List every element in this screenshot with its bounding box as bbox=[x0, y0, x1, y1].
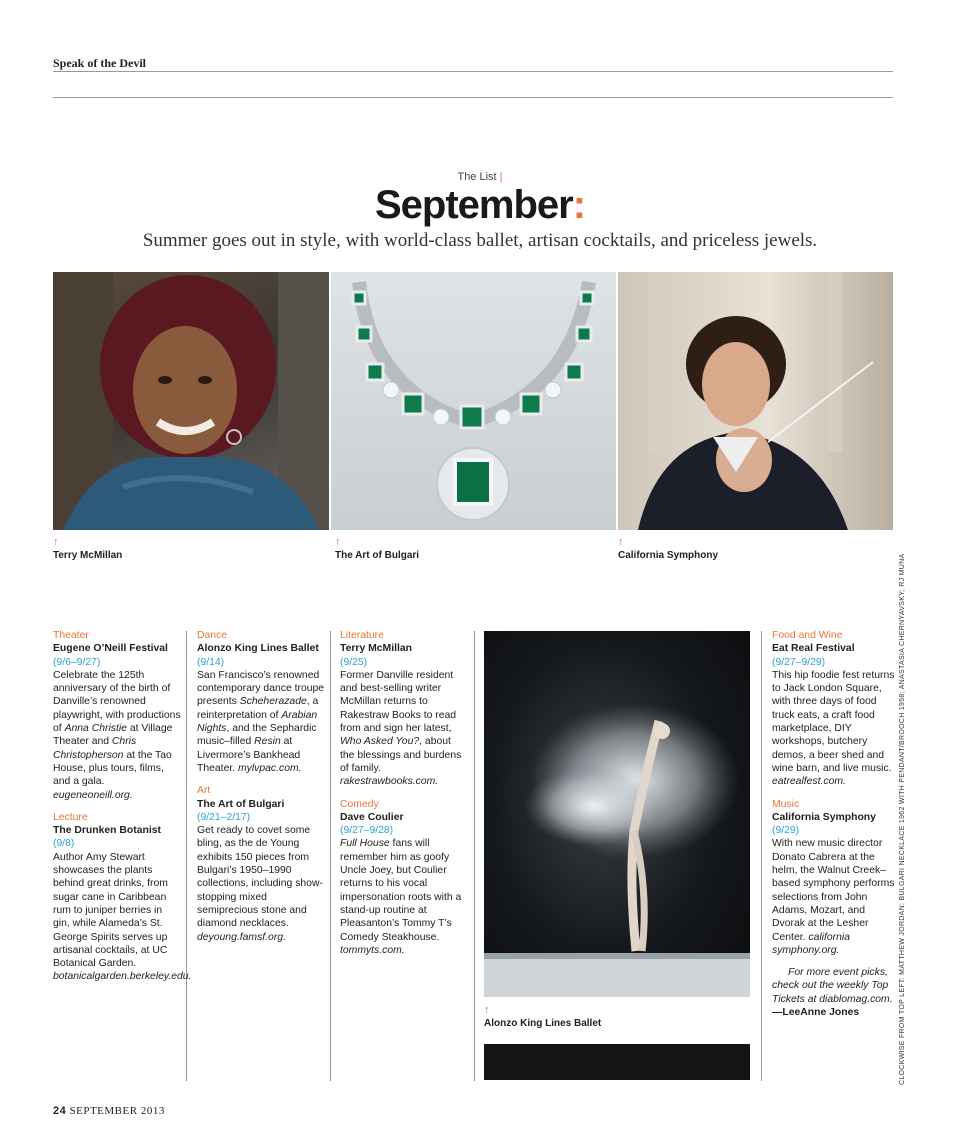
page-title bbox=[0, 183, 960, 228]
event-date: (9/6–9/27) bbox=[53, 656, 101, 668]
page-number: 24 bbox=[53, 1105, 67, 1117]
event-listing bbox=[772, 798, 896, 958]
event-listing bbox=[197, 784, 325, 944]
photo-alonzo-king-lines-ballet bbox=[484, 631, 750, 997]
header-rule-top bbox=[53, 71, 893, 72]
event-listing bbox=[53, 629, 181, 802]
event-category: Literature bbox=[340, 630, 384, 641]
column-divider bbox=[474, 631, 475, 1081]
event-category: Comedy bbox=[340, 798, 379, 810]
event-title: California Symphony bbox=[772, 811, 876, 823]
caption-bulgari: The Art of Bulgari bbox=[335, 550, 420, 561]
event-date: (9/14) bbox=[197, 656, 225, 668]
event-title: Alonzo King Lines Ballet bbox=[197, 643, 319, 655]
column-divider bbox=[761, 631, 762, 1081]
event-column-2 bbox=[197, 629, 325, 953]
event-url[interactable]: botanicalgarden.berkeley.edu. bbox=[53, 971, 192, 983]
event-url[interactable]: rakestrawbooks.com. bbox=[340, 776, 439, 788]
event-category: Lecture bbox=[53, 811, 88, 823]
event-description: With new music director Donato Cabrera at the helm, the Walnut Creek–based symphony performs selections from John Adams, Mozart, and Dvorak at the Lesher Center. california symphony.org. bbox=[772, 838, 895, 956]
dancer-illustration bbox=[484, 631, 750, 997]
event-date: (9/8) bbox=[53, 838, 75, 850]
event-date: (9/25) bbox=[340, 656, 368, 668]
photo-california-symphony bbox=[618, 272, 893, 530]
title-text: September bbox=[374, 183, 573, 227]
event-description: Celebrate the 125th anniversary of the birth of Danville’s renowned playwright, with productions of Anna Christie at Village Theater and Chris Christopherson at the Tao House, plus tours, films, and a gala. eugeneoneill.org. bbox=[53, 669, 181, 801]
column-divider bbox=[186, 631, 187, 1081]
kicker bbox=[0, 171, 960, 183]
event-title: Eat Real Festival bbox=[772, 643, 855, 655]
event-title: Dave Coulier bbox=[340, 811, 404, 823]
event-column-4 bbox=[772, 629, 896, 1019]
event-description: Get ready to covet some bling, as the de Young exhibits 150 pieces from Bulgari’s 1950–1990 collections, including show-stopping mixed semiprecious stone and diamond necklaces. deyoung.famsf.org. bbox=[197, 825, 323, 943]
event-url[interactable]: eugeneoneill.org. bbox=[53, 789, 133, 801]
running-head: Speak of the Devil bbox=[53, 56, 146, 70]
event-listing bbox=[340, 629, 468, 789]
event-description: Author Amy Stewart showcases the plants behind great drinks, from sugar cane in Caribbean rum to juniper berries in gin, while Alameda’s St. George Spirits serves up artisanal cocktails, at UC Botanical Garden. botanicalgarden.berkeley.edu. bbox=[53, 851, 192, 983]
event-title: Terry McMillan bbox=[340, 643, 412, 655]
event-url[interactable]: deyoung.famsf.org. bbox=[197, 931, 286, 943]
event-description: Full House fans will remember him as goofy Uncle Joey, but Coulier returns to his vocal impersonation roots with a stand-up routine at Pleasanton’s Tommy T’s Comedy Steakhouse. tommyts.com. bbox=[340, 838, 462, 956]
event-title: The Art of Bulgari bbox=[197, 798, 285, 810]
event-category: Music bbox=[772, 798, 800, 810]
event-listing bbox=[340, 798, 468, 958]
caption-arrow-icon: ↑ bbox=[335, 536, 341, 548]
caption-california-symphony: California Symphony bbox=[618, 550, 719, 561]
photo-credit: CLOCKWISE FROM TOP LEFT: MATTHEW JORDAN; BULGARI NECKLACE 1962 WITH PENDANT/BROOCH 1958; ANASTASIA CHERNYAVSKY; RJ MUNA bbox=[899, 553, 906, 1085]
event-category: Dance bbox=[197, 630, 228, 641]
issue-date: SEPTEMBER 2013 bbox=[69, 1105, 165, 1117]
portrait-illustration bbox=[53, 272, 329, 530]
event-url[interactable]: mylvpac.com. bbox=[238, 762, 302, 774]
conductor-illustration bbox=[618, 272, 893, 530]
caption-arrow-icon: ↑ bbox=[484, 1004, 490, 1016]
event-listing bbox=[197, 629, 325, 775]
column-divider bbox=[330, 631, 331, 1081]
dek: Summer goes out in style, with world-class ballet, artisan cocktails, and priceless jewels. bbox=[142, 230, 818, 251]
photo-bulgari-necklace bbox=[331, 272, 616, 530]
byline: —LeeAnne Jones bbox=[772, 1007, 860, 1019]
photo-terry-mcmillan bbox=[53, 272, 329, 530]
event-category: Art bbox=[197, 785, 211, 797]
event-url[interactable]: california symphony.org. bbox=[772, 931, 850, 956]
event-url[interactable]: eatrealfest.com. bbox=[772, 776, 846, 788]
event-column-1 bbox=[53, 629, 192, 993]
event-listing bbox=[53, 811, 192, 984]
title-colon: : bbox=[572, 183, 586, 227]
note-text: For more event picks, check out the weekly Top Tickets at diablomag.com. bbox=[772, 967, 893, 1005]
header-rule-bottom bbox=[53, 97, 893, 98]
page-folio bbox=[53, 1105, 165, 1117]
event-date: (9/27–9/28) bbox=[340, 825, 394, 837]
event-category: Food and Wine bbox=[772, 630, 843, 641]
event-date: (9/29) bbox=[772, 825, 800, 837]
event-title: The Drunken Botanist bbox=[53, 825, 161, 837]
event-description: This hip foodie fest returns to Jack London Square, with three days of food truck eats, a craft food marketplace, DIY workshops, butchery demos, a beer shed and wine barn, and live music. eatrealfest.com. bbox=[772, 669, 895, 788]
event-url[interactable]: tommyts.com. bbox=[340, 944, 405, 956]
photo-dark-strip bbox=[484, 1044, 750, 1080]
kicker-label: The List bbox=[457, 171, 497, 183]
more-events-note bbox=[772, 966, 896, 1019]
caption-arrow-icon: ↑ bbox=[53, 536, 59, 548]
event-description: San Francisco’s renowned contemporary dance troupe presents Scheherazade, a reinterpretation of Arabian Nights, and the Sephardic music–filled Resin at Livermore’s Bankhead Theater. mylvpac.com. bbox=[197, 669, 325, 774]
necklace-illustration bbox=[331, 272, 616, 530]
event-title: Eugene O’Neill Festival bbox=[53, 643, 168, 655]
event-listing bbox=[772, 629, 896, 789]
event-date: (9/21–2/17) bbox=[197, 811, 251, 823]
event-category: Theater bbox=[53, 630, 89, 641]
caption-arrow-icon: ↑ bbox=[618, 536, 624, 548]
caption-lines-ballet: Alonzo King Lines Ballet bbox=[484, 1018, 602, 1029]
kicker-bar: | bbox=[499, 171, 503, 183]
event-date: (9/27–9/29) bbox=[772, 656, 826, 668]
event-column-3 bbox=[340, 629, 468, 966]
event-description: Former Danville resident and best-selling writer McMillan returns to Rakestraw Books to read from and sign her latest, Who Asked You?, about the blessings and burdens of family. rakestrawbooks.com. bbox=[340, 669, 462, 788]
caption-terry-mcmillan: Terry McMillan bbox=[53, 550, 123, 561]
